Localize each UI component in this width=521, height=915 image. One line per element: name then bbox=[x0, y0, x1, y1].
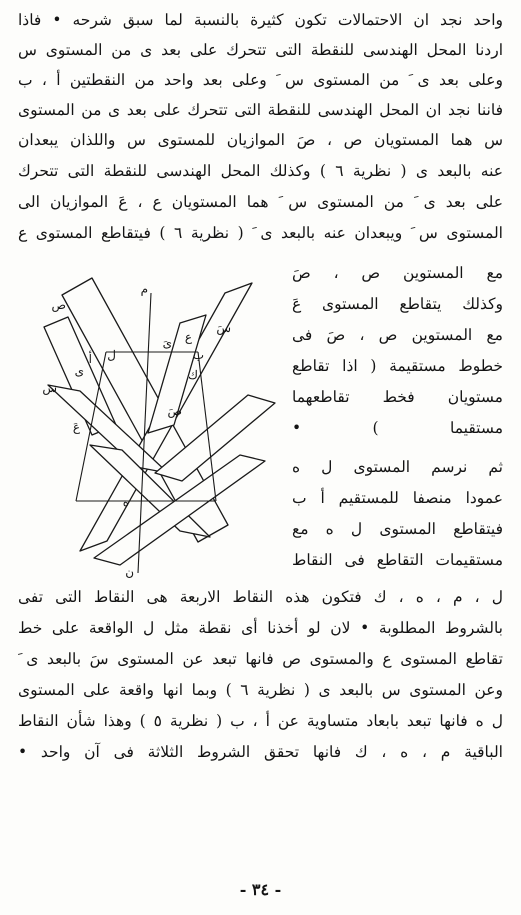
text-line-13: مستويان فخط تقاطعهما bbox=[292, 388, 503, 406]
label-h: ه bbox=[122, 495, 129, 509]
text-line-16: عمودا منصفا للمستقيم أ ب bbox=[292, 489, 503, 507]
label-ain: ع bbox=[184, 330, 192, 344]
text-line-24: الباقية م ، ه ، ك فانها تحقق الشروط الثلاثة فى آن واحد • bbox=[18, 743, 503, 761]
text-line-17: فيتقاطع المستوى ل ه مع bbox=[292, 520, 503, 538]
label-a: أ bbox=[88, 352, 92, 366]
text-line-18: مستقيمات التقاطع فى النقاط bbox=[292, 551, 503, 569]
text-line-11: مع المستوين ص ، صَ فى bbox=[292, 326, 503, 344]
label-s: س bbox=[42, 381, 57, 395]
text-line-8: المستوى س َ ويبعدان عنه بالبعد ى َ ( نظرية ٦ ) فيتقاطع المستوى ع bbox=[18, 224, 503, 242]
text-line-9: مع المستوين ص ، صَ bbox=[292, 264, 503, 282]
text-line-21: تقاطع المستوى ع والمستوى ص فانها تبعد عن المستوى سَ بالبعد ى َ bbox=[18, 650, 503, 668]
label-sad: ص bbox=[51, 298, 66, 312]
label-y-prime: ىَ bbox=[162, 336, 172, 350]
text-line-7: على بعد ى َ من المستوى س َ هما المستويان ع ، عَ الموازيان الى bbox=[18, 193, 503, 211]
label-b: ب bbox=[192, 348, 204, 362]
text-line-3: وعلى بعد ى َ من المستوى س َ وعلى بعد واحد من النقطتين أ ، ب bbox=[18, 71, 503, 89]
text-line-1: واحد نجد ان الاحتمالات تكون كثيرة بالنسبة لما سبق شرحه • فاذا bbox=[18, 11, 503, 29]
text-line-4: فاننا نجد ان المحل الهندسى للنقطة التى تتحرك على بعد ى من المستوى bbox=[18, 101, 503, 119]
text-line-5: س هما المستويان ص ، صَ الموازيان للمستوى س واللذان يبعدان bbox=[18, 131, 503, 149]
text-line-14: مستقيما ) • bbox=[292, 419, 503, 437]
text-line-22: وعن المستوى س بالبعد ى ( نظرية ٦ ) وبما انها واقعة على المستوى bbox=[18, 681, 503, 699]
page-number: - ٣٤ - bbox=[239, 880, 282, 899]
text-line-19: ل ، م ، ه ، ك فتكون هذه النقاط الاربعة هى النقاط التى تفى bbox=[18, 588, 503, 606]
label-l: ل bbox=[107, 348, 116, 362]
text-line-15: ثم نرسم المستوى ل ه bbox=[292, 458, 503, 476]
geometry-figure bbox=[20, 275, 282, 580]
label-n: ن bbox=[125, 565, 134, 579]
text-line-6: عنه بالبعد ى ( نظرية ٦ ) وكذلك المحل الهندسى للنقطة التى تتحرك bbox=[18, 162, 503, 180]
text-line-12: خطوط مستقيمة ( اذا تقاطع bbox=[292, 357, 503, 375]
label-k: ك bbox=[188, 368, 198, 382]
text-line-2: اردنا المحل الهندسى للنقطة التى تتحرك على بعد ى من المستوى س bbox=[18, 41, 503, 59]
label-ain-prime: عَ bbox=[72, 420, 80, 434]
label-s-prime: سَ bbox=[216, 321, 231, 335]
label-y: ى bbox=[74, 364, 84, 378]
label-sad-prime: صَ bbox=[167, 404, 182, 418]
text-line-10: وكذلك يتقاطع المستوى عَ bbox=[292, 295, 503, 313]
text-line-23: ل ه فانها تبعد بابعاد متساوية عن أ ، ب ( نظرية ٥ ) وهذا شأن النقاط bbox=[18, 712, 503, 730]
label-m: م bbox=[140, 282, 148, 296]
text-line-20: بالشروط المطلوبة • لان لو أخذنا أى نقطة مثل ل الواقعة على خط bbox=[18, 619, 503, 637]
